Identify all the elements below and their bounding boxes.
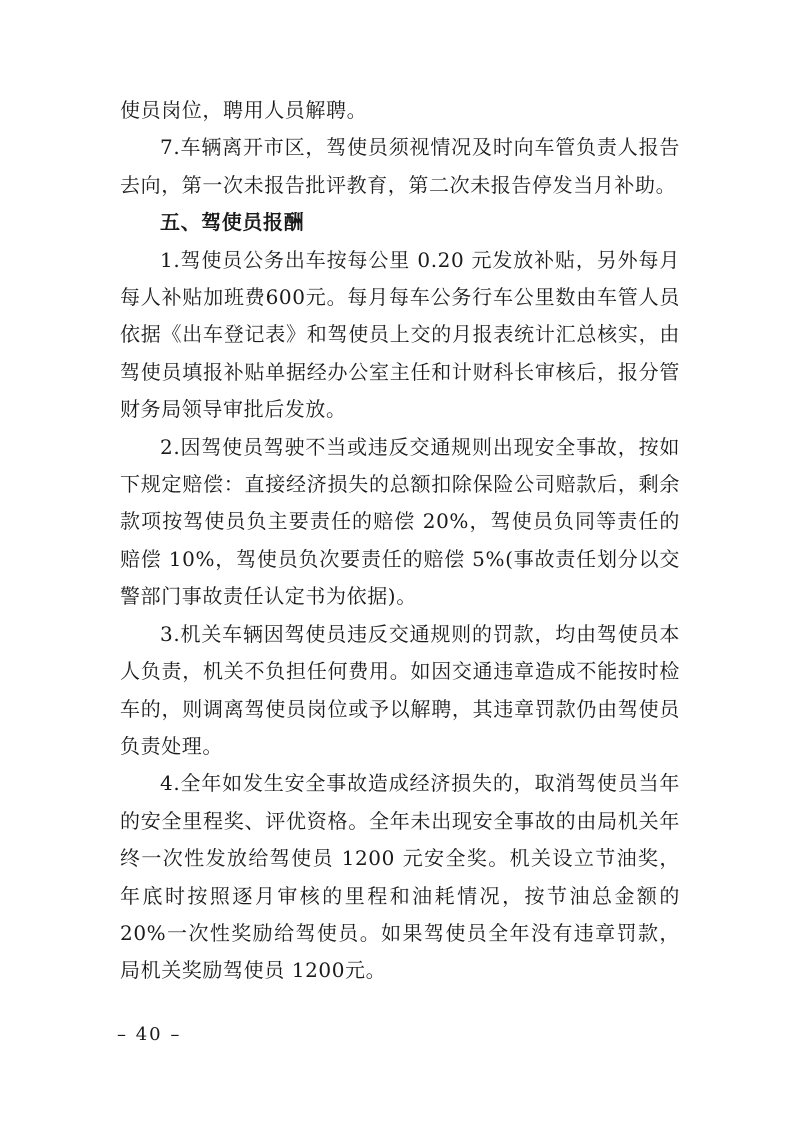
paragraph-item-4: 4.全年如发生安全事故造成经济损失的，取消驾使员当年的安全里程奖、评优资格。全年未出现安全事故的由局机关年终一次性发放给驾使员 1200 元安全奖。机关设立节油奖，年底时按照逐月审核的里程和油耗情况，按节油总金额的 20%一次性奖励给驾使员。如果驾使员全年没有违章罚款，局机关奖励驾使员 1200元。 [120, 771, 680, 983]
paragraph-item-7: 7.车辆离开市区，驾使员须视情况及时向车管负责人报告去向，第一次未报告批评教育，第二次未报告停发当月补助。 [120, 135, 680, 197]
paragraph-item-1: 1.驾使员公务出车按每公里 0.20 元发放补贴，另外每月每人补贴加班费600元。每月每车公务行车公里数由车管人员依据《出车登记表》和驾使员上交的月报表统计汇总核实，由驾使员填报补贴单据经办公室主任和计财科长审核后，报分管财务局领导审批后发放。 [120, 247, 680, 422]
document-body [120, 92, 680, 990]
section-heading: 五、驾使员报酬 [160, 210, 305, 235]
page-number: – 40 – [117, 1024, 182, 1045]
paragraph-item-2: 2.因驾使员驾驶不当或违反交通规则出现安全事故，按如下规定赔偿：直接经济损失的总额扣除保险公司赔款后，剩余款项按驾使员负主要责任的赔偿 20%，驾使员负同等责任的赔偿 10%，驾使员负次要责任的赔偿 5%(事故责任划分以交警部门事故责任认定书为依据)。 [120, 434, 680, 609]
paragraph-item-3: 3.机关车辆因驾使员违反交通规则的罚款，均由驾使员本人负责，机关不负担任何费用。如因交通违章造成不能按时检车的，则调离驾使员岗位或予以解聘，其违章罚款仍由驾使员负责处理。 [120, 621, 680, 758]
paragraph-continuation: 使员岗位，聘用人员解聘。 [120, 98, 368, 122]
